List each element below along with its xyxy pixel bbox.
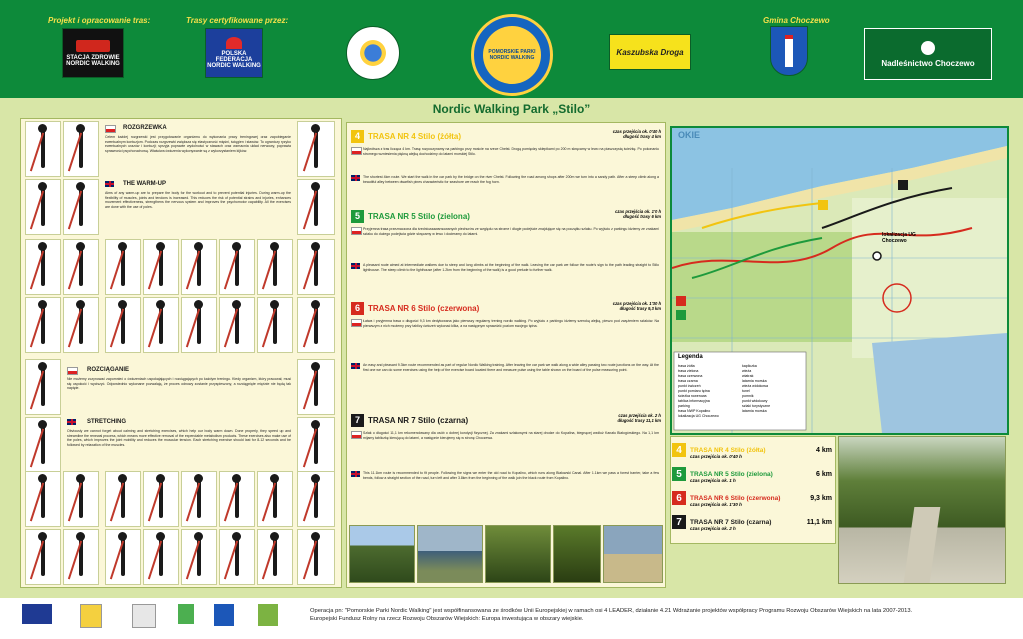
legend-item: trasa czerwona: [678, 374, 703, 378]
map-route-badge: [676, 296, 686, 306]
photo-trees: [553, 525, 601, 583]
sea-label: OKIE: [678, 130, 701, 140]
exercise-tile: [105, 529, 141, 585]
cooldown-text-pl: Nie możemy zczynować zapomnieć o ćwiczeniach uspokajających i rozciągających po każdym treningu. Kiedy organizm, który pracował, musi się uspokoić i wyciszyć. Odpowiednio wykonane pozwalają, że proces odnowy zostanie przyspieszony, a rozciągnięte mięśnie nie będą tak napięte.: [67, 377, 291, 391]
exercise-tile: [63, 121, 99, 177]
exercise-tile: [143, 529, 179, 585]
route-5-text-en: A pleasant route aimed at intermediate walkers due to steep and long climbs at the beginning of the walk. Leaving the car park we follow the route's sign to the path leading straight to Stilo lighthouse. The steep climb to the lighthouse (after 1.2km from the beginning of the walk) is a good prelude to further walk.: [363, 263, 659, 272]
map-forest: [672, 232, 852, 342]
polish-flag-icon: [351, 319, 362, 327]
legend-item: punkt widokowy: [742, 399, 768, 403]
footer: [0, 598, 1023, 639]
exercise-tile: [297, 179, 335, 235]
location-label: lokalizacja UG Choczewo: [882, 232, 916, 244]
summary-time: czas przejścia ok. 1'30 h: [690, 502, 742, 507]
uk-flag-icon: [351, 471, 360, 477]
polish-flag-icon: [105, 125, 116, 133]
photo-beach: [603, 525, 663, 583]
lgd-logo: [346, 26, 400, 80]
legend-item: pomnik: [742, 394, 754, 398]
pfnw-logo-text: POLSKA FEDERACJA NORDIC WALKING: [207, 51, 261, 69]
uk-flag-icon: [351, 363, 360, 369]
exercise-tile: [25, 179, 61, 235]
map-drawing: [672, 128, 1007, 433]
route-7-number: 7: [351, 414, 364, 427]
route-4-title: TRASA NR 4 Stilo (żółta): [368, 131, 462, 141]
route-5-text-pl: Przyjemna trasa przeznaczona dla średniozaawansowanych piechurów ze względu na strome i długie podejście znajdujące się na początku szlaku. Po wyjściu z parkingu idziemy ze znakami szlaku do dużego podejścia gdzie skręcamy w lewo i docieramy do latarni.: [363, 227, 659, 236]
exercise-tile: [143, 239, 179, 295]
route-6-header: [351, 301, 551, 315]
stacja-logo-mark: [76, 40, 110, 52]
summary-km: 11,1 km: [806, 518, 832, 526]
route-4-meta: [561, 129, 661, 139]
exercise-tile: [181, 297, 217, 353]
legend-item: wiatrak: [742, 374, 754, 378]
exercise-tile: [25, 417, 61, 473]
lighthouse-icon: [785, 35, 793, 67]
route-7-time: czas przejścia ok. 2 h: [618, 413, 661, 418]
exercise-tile: [63, 179, 99, 235]
summary-time: czas przejścia ok. 2 h: [690, 526, 736, 531]
route-4-header: [351, 129, 551, 143]
polish-flag-icon: [351, 431, 362, 439]
photo-meadow: [485, 525, 551, 583]
exercise-tile: [143, 471, 179, 527]
forest-emblem-icon: [921, 41, 935, 55]
route-5-length: długość trasy 6 km: [623, 214, 661, 219]
funding-line-2: Europejski Fundusz Rolny na rzecz Rozwoju Obszarów Wiejskich: Europa inwestująca w obszary wiejskie.: [310, 616, 584, 622]
exercise-tile: [219, 529, 255, 585]
route-6-text-en: An easy and pleasant 9.3km route recommended as part of regular Nordic Walking training. After leaving the car park we walk along a wide alley passing two route junctions on the way. At the first one we can do some exercises using the help of the exercise board located there and measure pulse using the table shown on the board of the pulse measuring point.: [363, 363, 659, 372]
route-7-text-en: This 11.1km route is recommended to fit people. Following the signs we enter the old road to Kopalino, which runs along Białowski Canal. After 1.1km we pass a forest barrier, take a few bends, follow a straight section of the road, turn left and after 3.8km from the beginning of the walk join the black route from Kopalino.: [363, 471, 659, 480]
exercise-tile: [63, 239, 99, 295]
exercise-tile: [297, 529, 335, 585]
exercise-tile: [25, 239, 61, 295]
photo-forest-path: [838, 436, 1006, 584]
summary-name: TRASA NR 5 Stilo (zielona): [690, 470, 773, 478]
stacja-logo-text: STACJA ZDROWIE NORDIC WALKING: [66, 54, 120, 67]
exercise-tile: [25, 121, 61, 177]
polish-flag-icon: [351, 147, 362, 155]
route-4-length: długość trasy 4 km: [623, 134, 661, 139]
route-6-title: TRASA NR 6 Stilo (czerwona): [368, 303, 480, 313]
legend-item: kapliczka: [742, 364, 757, 368]
funding-note: [310, 607, 1010, 623]
park-logo-text: POMORSKIE PARKI NORDIC WALKING: [488, 49, 536, 61]
exercise-tile: [297, 297, 335, 353]
summary-name: TRASA NR 4 Stilo (żółta): [690, 446, 766, 454]
location-marker-icon: [873, 252, 881, 260]
legend-item: punkt ćwiczeń: [678, 384, 701, 388]
cooldown-title-pl: ROZCIĄGANIE: [87, 367, 129, 373]
pomorskie-parki-logo: [471, 14, 553, 96]
summary-name: TRASA NR 6 Stilo (czerwona): [690, 494, 781, 502]
exercise-tile: [25, 297, 61, 353]
exercise-panel: [20, 118, 342, 588]
photo-forest-walkers: [349, 525, 415, 583]
legend-item: tablica informacyjna: [678, 399, 710, 403]
exercise-tile: [297, 359, 335, 415]
exercise-tile: [219, 297, 255, 353]
nadlesnictwo-logo: [864, 28, 992, 80]
exercise-tile: [181, 239, 217, 295]
route-7-length: długość trasy 11,1 km: [617, 418, 661, 423]
legend-item: ścieżka rowerowa: [678, 394, 707, 398]
exercise-tile: [297, 121, 335, 177]
exercise-tile: [105, 297, 141, 353]
routes-panel: [346, 122, 666, 588]
exercise-tile: [257, 529, 293, 585]
exercise-tile: [143, 297, 179, 353]
eu-flag-icon: [22, 604, 52, 624]
page-title: Nordic Walking Park „Stilo”: [432, 102, 591, 116]
summary-time: czas przejścia ok. 0'40 h: [690, 454, 742, 459]
exercise-tile: [105, 471, 141, 527]
lgd-logo-mark: [358, 38, 388, 68]
legend-item: trasa czarna: [678, 379, 698, 383]
exercise-tile: [257, 297, 293, 353]
legend-item: tunel: [742, 389, 750, 393]
route-7-text-pl: Szlak o długości 11,1 km rekomendowany dla osób o dobrej kondycji fizycznej. Za znakami szlakowymi na starej drodze do Kopalina, biegnącej wzdłuż Kanału Białogórskiego. Na 1,1 km mijamy tabliczkę kierującą do latarni, a następnie kierujemy się w stronę Choczewa.: [363, 431, 659, 440]
exercise-tile: [63, 471, 99, 527]
regional-crest-icon: [80, 604, 102, 628]
park-logo-center: [483, 26, 541, 84]
route-6-number: 6: [351, 302, 364, 315]
summary-km: 6 km: [816, 470, 832, 478]
exercise-tile: [257, 239, 293, 295]
page-title-bar: [0, 98, 1023, 120]
route-7-title: TRASA NR 7 Stilo (czarna): [368, 415, 469, 425]
summary-route-4: [672, 442, 832, 458]
route-5-time: czas przejścia ok. 1'0 h: [615, 209, 661, 214]
route-6-text-pl: Łatwa i przyjemna trasa o długości 9,3 km dedykowana jako pierwszy regularny trening nordic walking. Po wyjściu z parkingu idziemy szeroką alejką, pieszo pod zwężeniem szlaków. Na pierwszym z nich możemy przy tablicy ćwiczeń wykonać kilka, a na następnym sprawdzić poziom swojego tętna.: [363, 319, 659, 328]
map-route-badge: [676, 310, 686, 320]
uk-flag-icon: [105, 181, 114, 187]
exercise-tile: [25, 359, 61, 415]
route-6-time: czas przejścia ok. 1'30 h: [612, 301, 661, 306]
warmup-title-pl: ROZGRZEWKA: [123, 125, 167, 131]
map-lake: [872, 333, 1007, 433]
header-banner: [0, 0, 1023, 98]
route-5-meta: [561, 209, 661, 219]
trail-map: [670, 126, 1009, 435]
route-7-meta: [561, 413, 661, 423]
warmup-text-en: Aims of any warm-up are to prepare the body for the workout and to prevent potential injuries. During warm-up the flexibility of muscles, joints and tendons is increased. This reduces the risk of potential strains and injuries, enhances movement effectiveness, strengthens the nervous system and improves the psychomotor capability. All the exercises are done with the use of poles.: [105, 191, 291, 209]
summary-num: 4: [672, 443, 686, 457]
ministry-logo-icon: [132, 604, 156, 628]
prow-logo-icon: [258, 604, 278, 626]
route-5-header: [351, 209, 551, 223]
legend-item: lokalizacja UG Choczewo: [678, 414, 719, 418]
path-shape: [904, 507, 941, 583]
kaszubska-droga-logo: [609, 34, 691, 70]
map-route-badge: [898, 180, 908, 190]
gmina-label: Gmina Choczewo: [763, 16, 830, 25]
cert-label: Trasy certyfikowane przez:: [186, 16, 289, 25]
exercise-tile: [219, 239, 255, 295]
kaszubska-logo-text: Kaszubska Droga: [616, 47, 684, 57]
legend-item: trasa zielona: [678, 369, 699, 373]
summary-route-6: [672, 490, 832, 506]
exercise-tile: [257, 471, 293, 527]
polish-flag-icon: [351, 227, 362, 235]
leader-logo-icon: [178, 604, 194, 624]
exercise-tile: [181, 471, 217, 527]
pomorskie-crest-icon: [214, 604, 234, 626]
summary-route-7: [672, 514, 832, 530]
summary-time: czas przejścia ok. 1 h: [690, 478, 736, 483]
route-5-number: 5: [351, 210, 364, 223]
exercise-tile: [25, 471, 61, 527]
polish-flag-icon: [67, 367, 78, 375]
uk-flag-icon: [351, 175, 360, 181]
legend-left-column: [678, 364, 719, 419]
legend-item: punkt pomiaru tętna: [678, 389, 710, 393]
choczewo-coat-of-arms: [770, 26, 808, 76]
legend-item: latarnia morska: [742, 409, 767, 413]
warmup-title-en: THE WARM-UP: [123, 181, 166, 187]
legend-right-column: [742, 364, 770, 414]
legend-item: szlaki turystyczne: [742, 404, 771, 408]
pfnw-logo-mark: [226, 37, 242, 49]
route-4-text-en: The shortest 4km route. We start the walk in the car park by the bridge on the river Chełst. Following the road among shops after 200m we turn into a sandy path. After a steep climb along a beautiful alley between dwarfish pines characteristic for seashore we reach the fog horn.: [363, 175, 659, 184]
legend-item: trasa żółta: [678, 364, 695, 368]
stacja-zdrowie-logo: [62, 28, 124, 78]
exercise-tile: [297, 417, 335, 473]
cooldown-title-en: STRETCHING: [87, 419, 126, 425]
pfnw-logo: [205, 28, 263, 78]
legend-item: wieża: [742, 369, 752, 373]
route-6-length: długość trasy 9,3 km: [619, 306, 661, 311]
legend-item: latarnia morska: [742, 379, 767, 383]
legend-item: trasa NWP Kopalino: [678, 409, 711, 413]
route-4-text-pl: Najkrótsza z tras licząca 4 km. Trasę rozpoczynamy na parkingu przy moście na rzece Chełst. Drogą pomiędzy sklepikami po 200 m skręcamy w lewo na piaszczystą ścieżkę. Po pokonaniu stromego wzniesienia piękną alejką dochodzimy do latarni morskiej Stilo.: [363, 147, 659, 156]
route-5-title: TRASA NR 5 Stilo (zielona): [368, 211, 470, 221]
legend-title: Legenda: [678, 354, 703, 360]
funding-line-1: Operacja pn: "Pomorskie Parki Nordic Walking" jest współfinansowana ze środków Unii Europejskiej w ramach osi 4 LEADER, działanie 4.21 Wdrażanie projektów współpracy Programu Rozwoju Obszarów Wiejskich na lata 2007-2013.: [310, 608, 913, 614]
exercise-tile: [181, 529, 217, 585]
exercise-tile: [63, 297, 99, 353]
exercise-tile: [297, 239, 335, 295]
map-route-badge: [818, 200, 828, 210]
summary-num: 5: [672, 467, 686, 481]
route-6-meta: [561, 301, 661, 311]
summary-num: 7: [672, 515, 686, 529]
exercise-tile: [25, 529, 61, 585]
summary-name: TRASA NR 7 Stilo (czarna): [690, 518, 772, 526]
summary-km: 4 km: [816, 446, 832, 454]
route-4-number: 4: [351, 130, 364, 143]
photo-lake: [417, 525, 483, 583]
route-4-time: czas przejścia ok. 0'40 h: [612, 129, 661, 134]
nadlesnictwo-text: Nadleśnictwo Choczewo: [881, 58, 975, 68]
uk-flag-icon: [351, 263, 360, 269]
map-fields: [852, 198, 1007, 358]
legend-item: parking: [678, 404, 690, 408]
legend-item: wieża widokowa: [742, 384, 768, 388]
uk-flag-icon: [67, 419, 76, 425]
summary-route-5: [672, 466, 832, 482]
partner-label: Projekt i opracowanie tras:: [48, 16, 151, 25]
exercise-tile: [105, 239, 141, 295]
exercise-tile: [297, 471, 335, 527]
summary-km: 9,3 km: [810, 494, 832, 502]
route-7-header: [351, 413, 551, 427]
warmup-text-pl: Celem każdej rozgrzewki jest przygotowanie organizmu do wykonania pracy treningowej oraz zapobieganie ewentualnym kontuzjom. Podczas rozgrzewki zwiększa się elastyczność mięśni, ścięgien i stawów. To ograniczy ryzyko ewentualnych urazów i kontuzji; sprzyja poprawie wydolności w stawach oraz wzmacnia układ nerwowy, poprawia sprawności psychoruchową. Właściwa ćwiczenia wykonywanie są z wykorzystaniem kijków.: [105, 135, 291, 153]
summary-num: 6: [672, 491, 686, 505]
exercise-tile: [63, 529, 99, 585]
exercise-tile: [219, 471, 255, 527]
cooldown-text-en: Obviously we cannot forget about calming and stretching exercises, which help our body warm down. Done properly, they speed up and streamline the renewal process, which means more effective removal of the expendable metabolism products. These exercises also make use of the poles, which improves the joint mobility and reduces the muscular tension. Each stretching exercise should last for 8-12 seconds and be followed by relaxation of the muscles.: [67, 429, 291, 447]
